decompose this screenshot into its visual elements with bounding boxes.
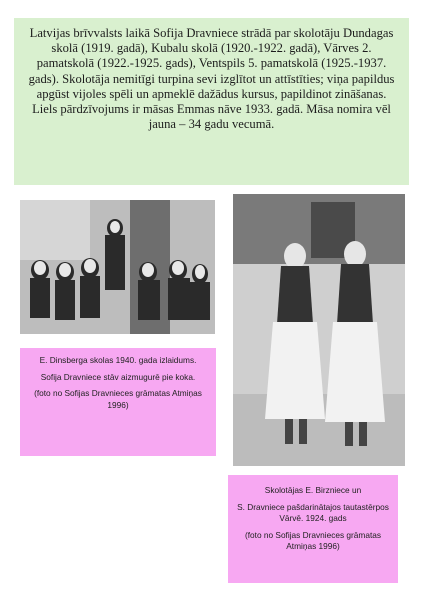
caption2-note: S. Dravniece pašdarinātajos tautastērpos Vārvē. 1924. gads (237, 501, 389, 523)
intro-paragraph-1: Latvijas brīvvalsts laikā Sofija Dravniece strādā par skolotāju Dundagas skolā (1919. gadā), Kubalu skolā (1920.-1922. gadā), Vārves 2. pamatskolā (1922.-1925. gads), Ventspils 5. pamatskolā (1925.-1937. gads). Skolotāja nemitīgi turpina sevi izglītot un attīstīties; viņa papildus apgūst vijoles spēli un apmeklē dažādus kursus, papildinot zināšanas. (28, 26, 395, 101)
teachers-photo (233, 194, 405, 466)
group-photo-caption (20, 348, 216, 456)
group-photo (20, 200, 215, 334)
teachers-photo-caption (228, 475, 398, 583)
caption2-source: (foto no Sofijas Dravnieces grāmatas Atmiņas 1996) (244, 529, 382, 551)
intro-paragraph-2: Liels pārdzīvojums ir māsas Emmas nāve 1933. gadā. Māsa nomira vēl jauna – 34 gadu vecumā. (32, 102, 391, 132)
caption2-title: Skolotājas E. Birzniece un (264, 485, 362, 495)
caption1-note: Sofija Dravniece stāv aizmugurē pie koka. (40, 371, 196, 382)
caption1-source: (foto no Sofijas Dravnieces grāmatas Atmiņas 1996) (34, 388, 202, 410)
teachers-photo-illustration (233, 194, 405, 466)
caption1-title: E. Dinsberga skolas 1940. gada izlaidums. (39, 355, 197, 365)
intro-text-block (14, 18, 409, 185)
group-photo-illustration (20, 200, 215, 334)
